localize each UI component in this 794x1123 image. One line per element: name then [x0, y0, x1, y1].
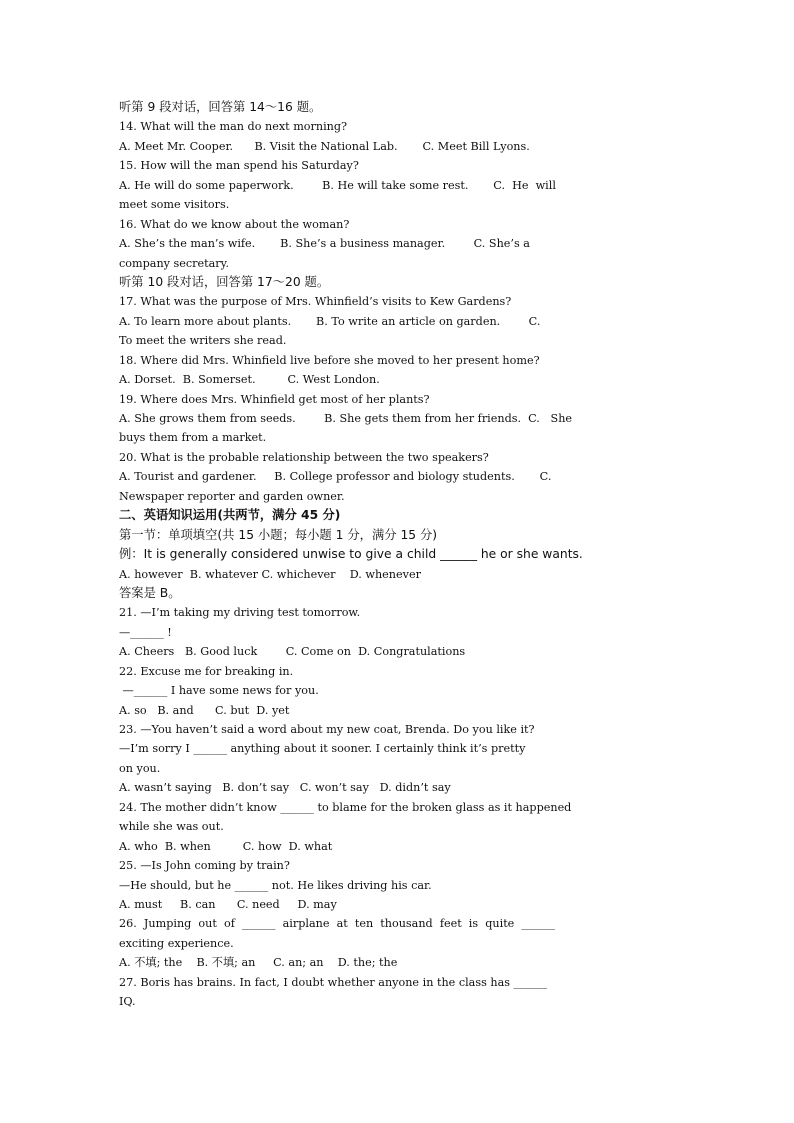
text-line: meet some visitors.: [119, 198, 230, 212]
text-line: 17. What was the purpose of Mrs. Whinfield’s visits to Kew Gardens?: [119, 295, 512, 309]
text-line: A. who B. when C. how D. what: [119, 839, 333, 853]
text-line: A. She grows them from seeds. B. She gets them from her friends. C. She: [119, 412, 573, 425]
text-line: To meet the writers she read.: [119, 334, 287, 348]
text-line: A. must B. can C. need D. may: [119, 897, 337, 911]
text-line: 例：It is generally considered unwise to give a child ______ he or she wants.: [119, 547, 583, 562]
text-line: 二、英语知识运用(共两节，满分 45 分): [119, 508, 341, 523]
text-line: 22. Excuse me for breaking in.: [119, 664, 294, 678]
text-line: while she was out.: [119, 820, 224, 834]
text-line: 听第 9 段对话，回答第 14～16 题。: [119, 100, 322, 114]
text-line: company secretary.: [119, 256, 230, 270]
text-line: 21. —I’m taking my driving test tomorrow.: [119, 606, 361, 620]
text-line: A. Tourist and gardener. B. College professor and biology students. C.: [119, 470, 552, 484]
text-line: A. To learn more about plants. B. To write an article on garden. C.: [119, 314, 541, 328]
text-line: A. Cheers B. Good luck C. Come on D. Congratulations: [119, 645, 466, 659]
text-line: buys them from a market.: [119, 431, 267, 445]
text-line: —______ !: [119, 625, 172, 639]
text-line: IQ.: [119, 995, 136, 1009]
text-line: 16. What do we know about the woman?: [119, 217, 350, 231]
text-line: 第一节：单项填空(共 15 小题；每小题 1 分，满分 15 分): [119, 527, 438, 542]
text-line: exciting experience.: [119, 936, 234, 950]
text-line: 20. What is the probable relationship between the two speakers?: [119, 450, 489, 464]
text-line: A. Dorset. B. Somerset. C. West London.: [119, 373, 380, 387]
text-line: —I’m sorry I ______ anything about it sooner. I certainly think it’s pretty: [119, 742, 526, 756]
text-line: Newspaper reporter and garden owner.: [119, 489, 345, 503]
text-line: A. Meet Mr. Cooper. B. Visit the National Lab. C. Meet Bill Lyons.: [119, 139, 530, 153]
text-line: on you.: [119, 761, 161, 775]
text-line: —He should, but he ______ not. He likes driving his car.: [119, 878, 432, 892]
exam-text: [119, 98, 675, 1012]
text-line: 23. —You haven’t said a word about my new coat, Brenda. Do you like it?: [119, 723, 535, 736]
text-line: 15. How will the man spend his Saturday?: [119, 159, 359, 173]
text-line: 18. Where did Mrs. Whinfield live before she moved to her present home?: [119, 353, 540, 367]
text-line: A. however B. whatever C. whichever D. whenever: [119, 567, 421, 581]
text-line: A. 不填; the B. 不填; an C. an; an D. the; the: [119, 956, 398, 970]
text-line: 答案是 B。: [119, 585, 181, 600]
text-line: A. He will do some paperwork. B. He will take some rest. C. He will: [119, 178, 556, 192]
text-line: 19. Where does Mrs. Whinfield get most of her plants?: [119, 392, 430, 406]
text-line: 27. Boris has brains. In fact, I doubt whether anyone in the class has ______: [119, 975, 548, 989]
text-line: 听第 10 段对话，回答第 17～20 题。: [119, 274, 330, 289]
text-line: —______ I have some news for you.: [119, 684, 319, 698]
text-line: A. so B. and C. but D. yet: [119, 703, 290, 717]
text-line: 24. The mother didn’t know ______ to blame for the broken glass as it happened: [119, 800, 572, 814]
text-line: A. She’s the man’s wife. B. She’s a business manager. C. She’s a: [119, 237, 530, 251]
text-line: A. wasn’t saying B. don’t say C. won’t say D. didn’t say: [119, 781, 451, 795]
text-line: 26. Jumping out of ______ airplane at ten thousand feet is quite ______: [119, 917, 555, 931]
text-line: 25. —Is John coming by train?: [119, 859, 290, 873]
text-line: 14. What will the man do next morning?: [119, 120, 348, 134]
